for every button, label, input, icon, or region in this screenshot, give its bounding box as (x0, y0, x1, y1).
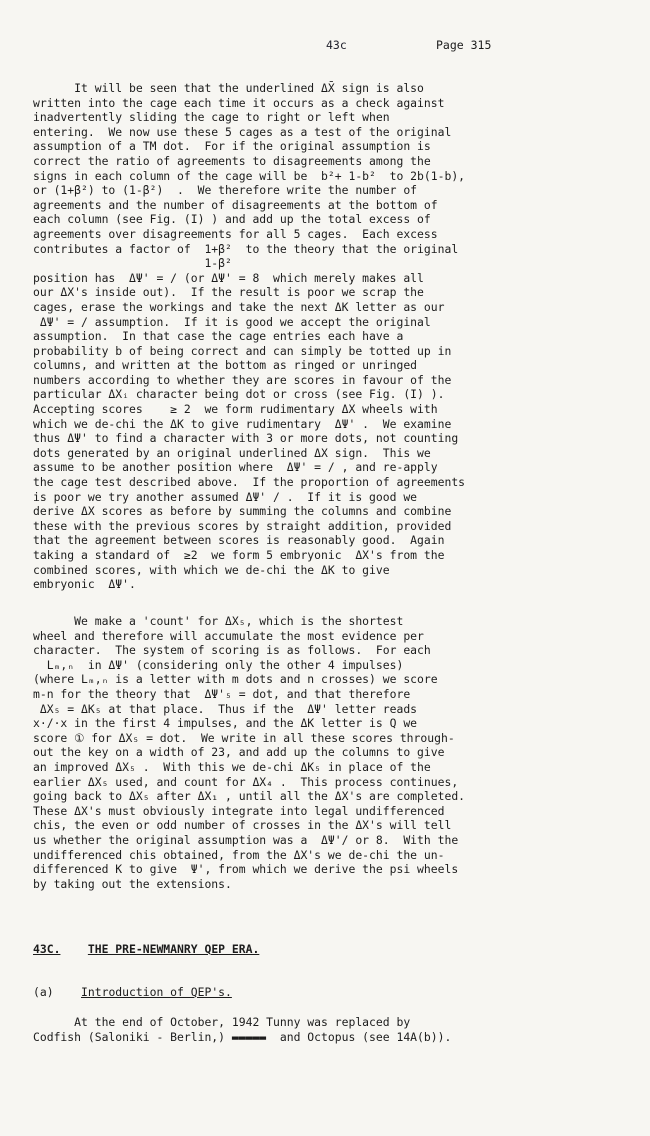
subsection-label: (a) (33, 985, 54, 999)
section-heading-title: THE PRE-NEWMANRY QEP ERA. (87, 942, 260, 956)
header-page-label: Page 315 (436, 38, 492, 52)
subsection-title: Introduction of QEP's. (81, 985, 232, 999)
subsection-heading (33, 985, 232, 999)
paragraph-cage-test: It will be seen that the underlined ΔX̄ sign is also written into the cage each time it occurs as a check against inadvertently sliding the cage to right or left when entering. We now use these 5 cages as a test of the original assumption of a TM dot. For if the original assumption is correct the ratio of agreements to disagreements among the signs in each column of the cage will be b²+ 1-b² to 2b(1-b), or (1+β²) to (1-β²) . We therefore write the number of agreements and the number of disagreements at the bottom of each column (see Fig. (I) ) and add up the total excess of agreements over disagreements for all 5 cages. Each excess contributes a factor of 1+β² to the theory that the original 1-β² position has ΔΨ' = / (or ΔΨ' = 8 which merely makes all our ΔX's inside out). If the result is poor we scrap the cages, erase the workings and take the next ΔK letter as our ΔΨ' = / assumption. If it is good we accept the original assumption. In that case the cage entries each have a probability b of being correct and can simply be totted up in columns, and written at the bottom as ringed or unringed numbers according to whether they are scores in favour of the particular ΔXᵢ character being dot or cross (see Fig. (I) ). Accepting scores ≥ 2 we form rudimentary ΔX wheels with which we de-chi the ΔK to give rudimentary ΔΨ' . We examine thus ΔΨ' to find a character with 3 or more dots, not counting dots generated by an original underlined ΔX sign. This we assume to be another position where ΔΨ' = / , and re-apply the cage test described above. If the proportion of agreements is poor we try another assumed ΔΨ' / . If it is good we derive ΔX scores as before by summing the columns and combine these with the previous scores by straight addition, provided that the agreement between scores is reasonably good. Again taking a standard of ≥2 we form 5 embryonic ΔX's from the combined scores, with which we de-chi the ΔK to give embryonic ΔΨ'. (33, 81, 466, 592)
page-header (0, 38, 650, 58)
section-heading (33, 942, 259, 956)
paragraph-count-scoring: We make a 'count' for ΔX₅, which is the shortest wheel and therefore will accumulate the most evidence per character. The system of scoring is as follows. For each Lₘ,ₙ in ΔΨ' (considering only the other 4 impulses) (where Lₘ,ₙ is a letter with m dots and n crosses) we score m-n for the theory that ΔΨ'₅ = dot, and that therefore ΔX₅ = ΔK₅ at that place. Thus if the ΔΨ' letter reads x·/·x in the first 4 impulses, and the ΔK letter is Q we score ① for ΔX₅ = dot. We write in all these scores through- out the key on a width of 23, and add up the columns to give an improved ΔX₅ . With this we de-chi ΔK₅ in place of the earlier ΔX₅ used, and count for ΔX₄ . This process continues, going back to ΔX₅ after ΔX₁ , until all the ΔX's are completed. These ΔX's must obviously integrate into legal undifferenced chis, the even or odd number of crosses in the ΔX's will tell us whether the original assumption was a ΔΨ'/ or 8. With the undifferenced chis obtained, from the ΔX's we de-chi the un- differenced K to give Ψ', from which we derive the psi wheels by taking out the extensions. (33, 614, 466, 891)
section-heading-number: 43C. (33, 942, 61, 956)
header-section-number: 43c (326, 38, 347, 52)
paragraph-introduction: At the end of October, 1942 Tunny was replaced by Codfish (Saloniki - Berlin,) ▬▬▬▬▬ and Octopus (see 14A(b)). (33, 1015, 452, 1044)
